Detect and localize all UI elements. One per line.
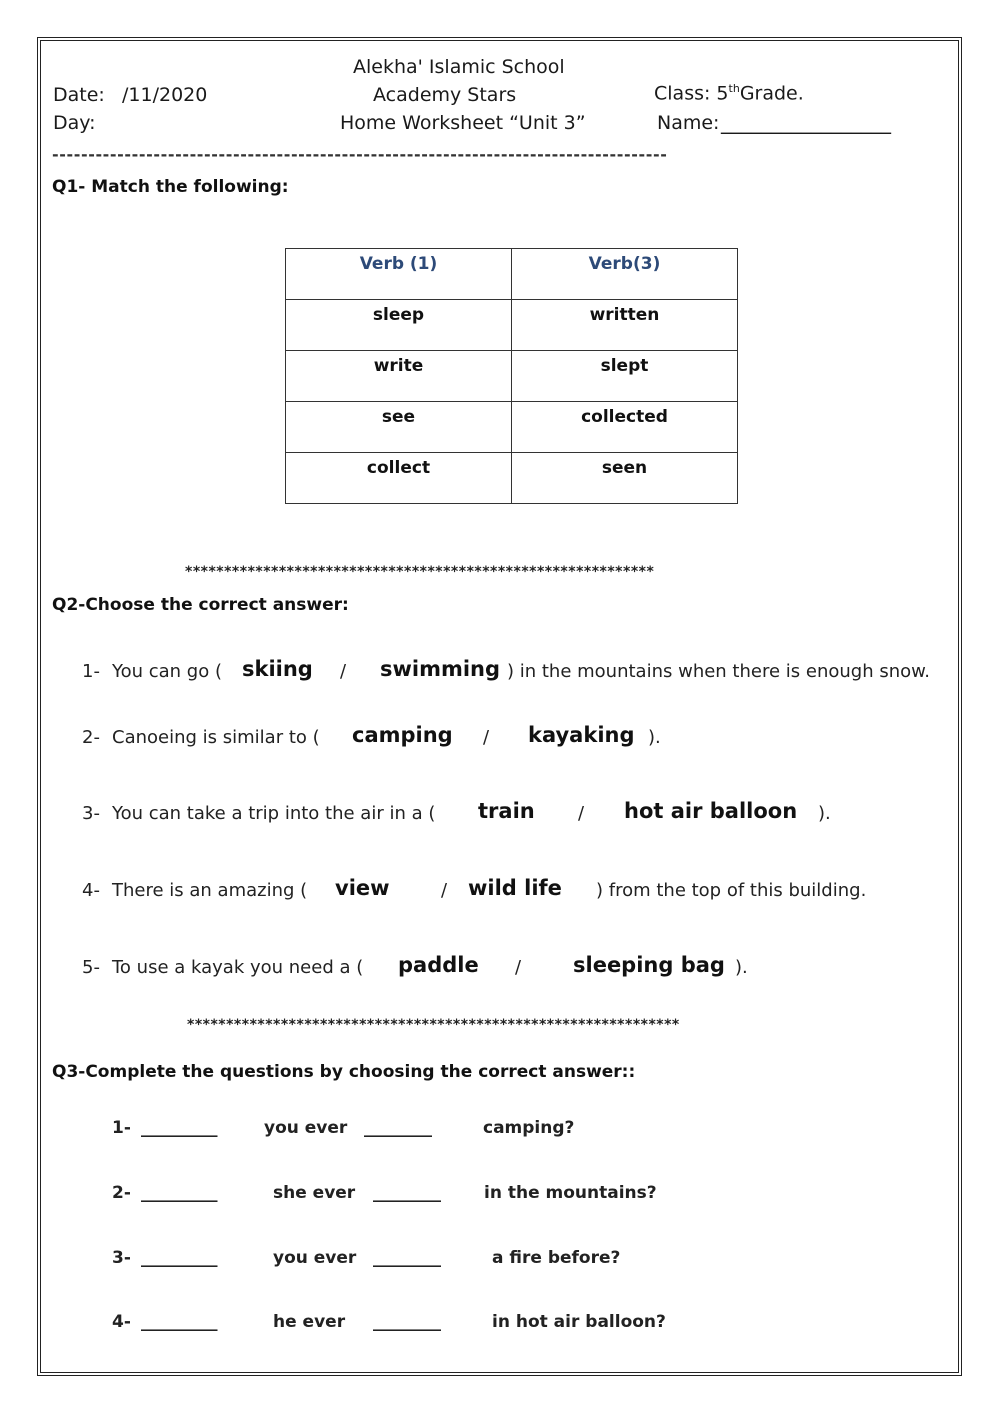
q3-blank-2[interactable]: ________ [373,1312,441,1332]
q2-prompt: To use a kayak you need a ( [112,957,364,978]
q3-middle: he ever [273,1312,346,1332]
table-cell: sleep [286,300,512,351]
q2-num: 2- [82,727,100,748]
header-divider: ------------------------------------------------------------------------------------- [52,145,668,164]
worksheet-title: Home Worksheet “Unit 3” [340,112,586,134]
q3-num: 1- [112,1118,131,1138]
q2-slash: / [483,727,490,748]
q3-middle: you ever [264,1118,348,1138]
class-label: Class: 5 [654,82,729,105]
name-blank[interactable]: _________________ [721,110,891,134]
q3-title: Q3-Complete the questions by choosing the correct answer:: [52,1062,636,1082]
q2-option-a[interactable]: camping [352,723,453,747]
table-row [286,300,738,351]
q2-slash: / [515,957,522,978]
table-cell: write [286,351,512,402]
q2-option-a[interactable]: paddle [398,953,479,977]
q3-ending: camping? [483,1118,575,1138]
q2-prompt: There is an amazing ( [112,880,308,901]
q3-blank-1[interactable]: _________ [141,1118,218,1138]
q3-blank-1[interactable]: _________ [141,1183,218,1203]
name-label: Name: [657,112,720,134]
q2-ending: ) in the mountains when there is enough snow. [507,661,930,682]
date-label: Date: [53,84,105,106]
table-row [286,402,738,453]
table-cell: seen [512,453,738,504]
q3-blank-2[interactable]: ________ [364,1118,432,1138]
q1-title: Q1- Match the following: [52,177,289,197]
q2-prompt: You can take a trip into the air in a ( [112,803,436,824]
class-sup: th [728,82,740,95]
q3-num: 2- [112,1183,131,1203]
q3-num: 4- [112,1312,131,1332]
q2-prompt: Canoeing is similar to ( [112,727,320,748]
school-name: Alekha' Islamic School [353,56,565,78]
q3-middle: you ever [273,1248,357,1268]
q2-num: 3- [82,803,100,824]
table-cell: written [512,300,738,351]
class-suffix: Grade. [739,82,804,105]
q2-option-b[interactable]: sleeping bag [573,953,725,977]
q2-ending: ). [648,727,661,748]
q2-slash: / [441,880,448,901]
q2-ending: ). [735,957,748,978]
table-header-row [286,249,738,300]
q3-ending: in hot air balloon? [492,1312,666,1332]
q2-num: 1- [82,661,100,682]
column-header-verb1: Verb (1) [286,249,512,300]
date-value: /11/2020 [122,84,208,106]
match-table [285,248,738,504]
q2-num: 5- [82,957,100,978]
q3-blank-2[interactable]: ________ [373,1183,441,1203]
table-row [286,351,738,402]
separator-stars: *************************************************************** [187,1017,680,1033]
q2-option-a[interactable]: view [335,876,390,900]
q3-ending: in the mountains? [484,1183,657,1203]
page-border [40,40,959,1373]
q2-ending: ). [818,803,831,824]
table-cell: see [286,402,512,453]
q2-option-b[interactable]: wild life [468,876,562,900]
program-name: Academy Stars [373,84,517,106]
table-cell: collected [512,402,738,453]
q2-prompt: You can go ( [112,661,222,682]
q2-slash: / [578,803,585,824]
q2-title: Q2-Choose the correct answer: [52,595,349,615]
table-cell: slept [512,351,738,402]
separator-stars: ************************************************************ [185,564,655,580]
q3-ending: a fire before? [492,1248,621,1268]
q2-option-a[interactable]: train [478,799,535,823]
q3-middle: she ever [273,1183,356,1203]
q3-blank-1[interactable]: _________ [141,1312,218,1332]
class-info [654,82,804,104]
q2-option-b[interactable]: kayaking [528,723,635,747]
q2-option-b[interactable]: swimming [380,657,501,681]
q3-blank-1[interactable]: _________ [141,1248,218,1268]
q2-option-b[interactable]: hot air balloon [624,799,798,823]
q2-num: 4- [82,880,100,901]
column-header-verb3: Verb(3) [512,249,738,300]
table-row [286,453,738,504]
q3-num: 3- [112,1248,131,1268]
table-cell: collect [286,453,512,504]
q3-blank-2[interactable]: ________ [373,1248,441,1268]
day-label: Day: [53,112,96,134]
q2-slash: / [340,661,347,682]
q2-ending: ) from the top of this building. [596,880,867,901]
q2-option-a[interactable]: skiing [242,657,313,681]
